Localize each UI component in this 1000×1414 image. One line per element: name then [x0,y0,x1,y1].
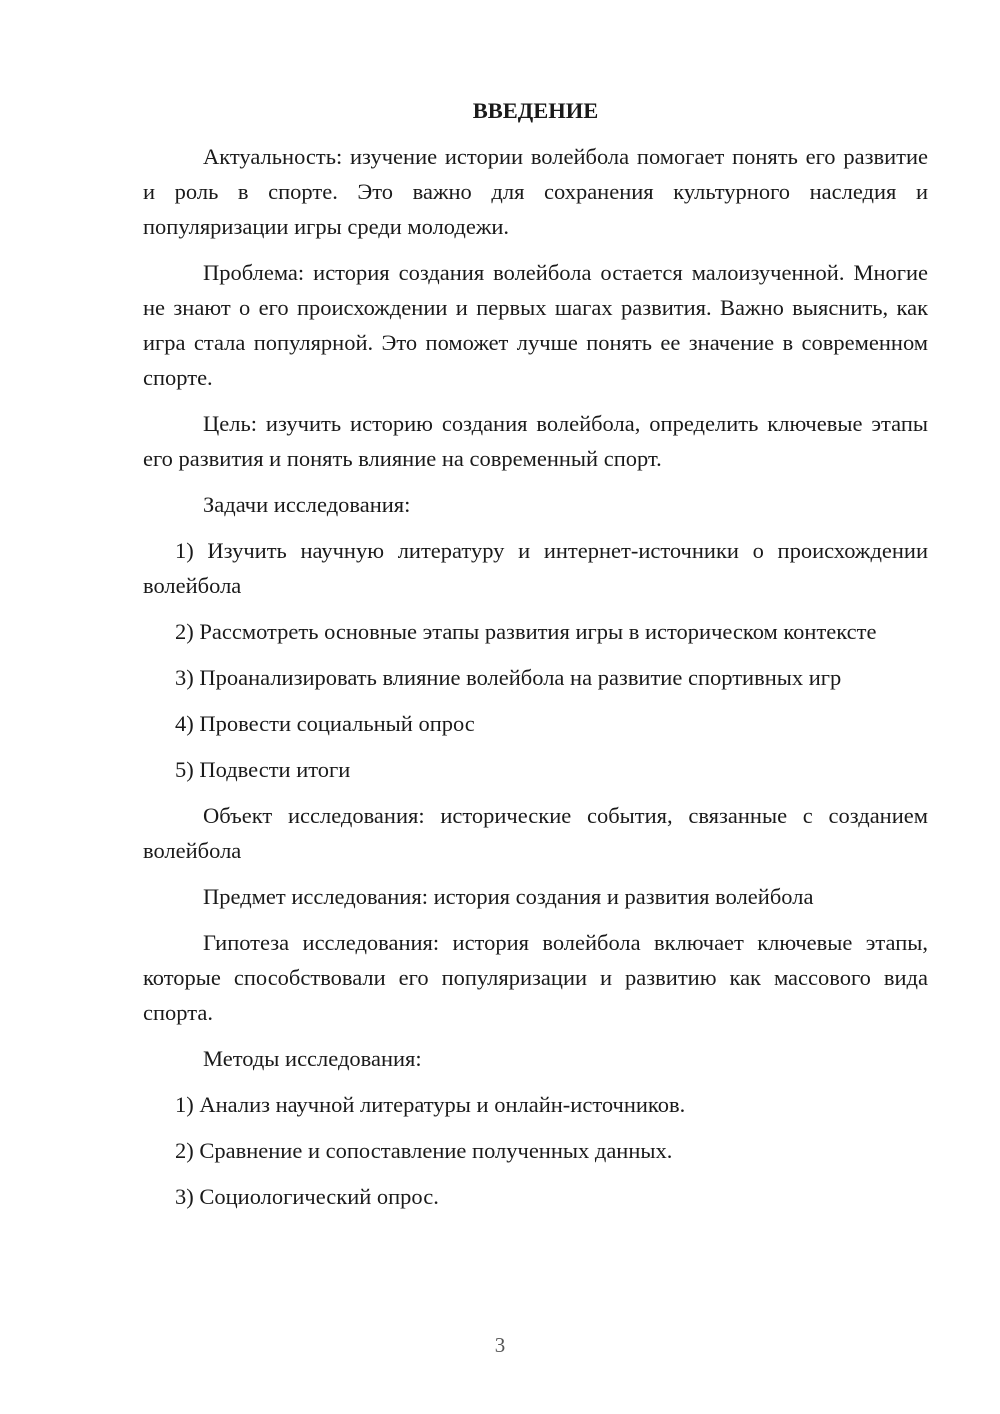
goal-paragraph: Цель: изучить историю создания волейбола, определить ключевые этапы его развития и понять влияние на современный спорт. [143,411,928,471]
page-content [143,93,928,1225]
page-number: 3 [494,1333,506,1357]
task-item: 5) Подвести итоги [175,757,351,782]
tasks-title: Задачи исследования: [203,492,411,517]
task-item: 4) Провести социальный опрос [175,711,475,736]
page-title: ВВЕДЕНИЕ [472,98,599,123]
subject-paragraph: Предмет исследования: история создания и развития волейбола [203,884,814,909]
hypothesis-paragraph: Гипотеза исследования: история волейбола включает ключевые этапы, которые способствовали его популяризации и развитию как массового вида спорта. [143,930,928,1025]
object-paragraph: Объект исследования: исторические события, связанные с созданием волейбола [143,803,928,863]
methods-title: Методы исследования: [203,1046,422,1071]
method-item: 1) Анализ научной литературы и онлайн-источников. [175,1092,686,1117]
actuality-paragraph: Актуальность: изучение истории волейбола помогает понять его развитие и роль в спорте. Это важно для сохранения культурного наследия и популяризации игры среди молодежи. [143,144,928,239]
task-item: 1) Изучить научную литературу и интернет-источники о происхождении волейбола [143,538,928,598]
method-item: 3) Социологический опрос. [175,1184,439,1209]
problem-paragraph: Проблема: история создания волейбола остается малоизученной. Многие не знают о его происхождении и первых шагах развития. Важно выяснить, как игра стала популярной. Это поможет лучше понять ее значение в современном спорте. [143,260,928,390]
method-item: 2) Сравнение и сопоставление полученных данных. [175,1138,673,1163]
task-item: 3) Проанализировать влияние волейбола на развитие спортивных игр [175,665,842,690]
task-item: 2) Рассмотреть основные этапы развития игры в историческом контексте [175,619,877,644]
